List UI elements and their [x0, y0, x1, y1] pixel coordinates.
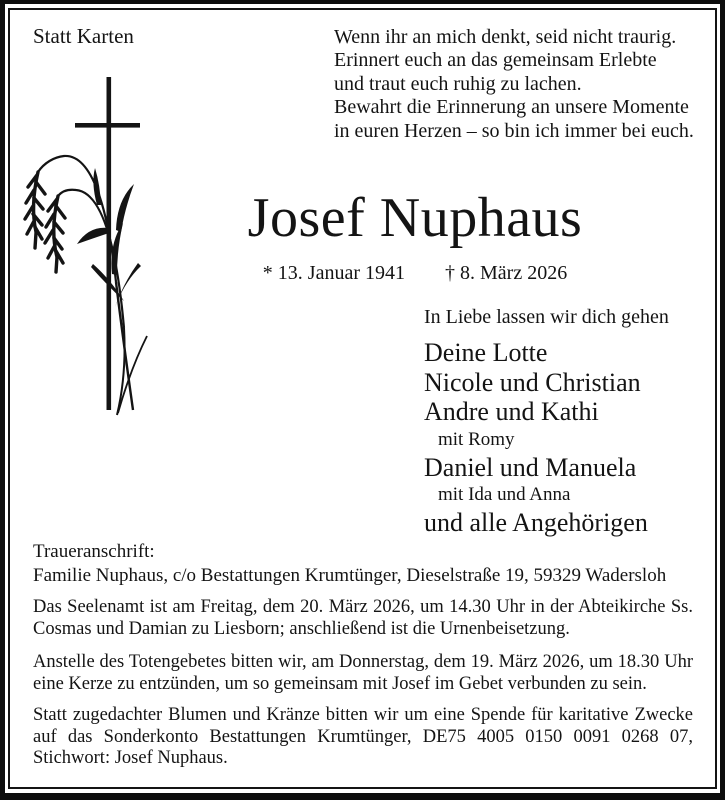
birth-date: * 13. Januar 1941 [262, 262, 405, 284]
cross-horizontal-beam [75, 123, 140, 128]
poem-line: Wenn ihr an mich denkt, seid nicht traurig. [334, 26, 677, 48]
wheat-head [25, 172, 45, 248]
wheat-head [45, 196, 65, 272]
memorial-poem [334, 26, 694, 143]
donation-paragraph: Statt zugedachter Blumen und Kränze bitten wir um eine Spende für karitative Zwecke auf das Sonderkonto Bestattungen Krumtünger, DE75 4005 0150 0091 0268 07, Stichwort: Josef Nuphaus. [33, 705, 693, 769]
farewell-line: In Liebe lassen wir dich gehen [424, 306, 669, 328]
mourner-line: mit Ida und Anna [438, 484, 571, 505]
mourner-line: Deine Lotte [424, 338, 548, 367]
poem-line: in euren Herzen – so bin ich immer bei euch. [334, 119, 694, 142]
mourning-address-heading: Traueranschrift: [33, 541, 155, 562]
deceased-name: Josef Nuphaus [247, 187, 583, 249]
candle-prayer-paragraph: Anstelle des Totengebetes bitten wir, am Donnerstag, dem 19. März 2026, um 18.30 Uhr eine Kerze zu entzünden, um so gemeinsam mit Josef im Gebet verbunden zu sein. [33, 652, 693, 694]
mourning-address-block [33, 540, 666, 587]
mourner-line: Nicole und Christian [424, 367, 641, 397]
mourning-address-line: Familie Nuphaus, c/o Bestattungen Krumtünger, Dieselstraße 19, 59329 Wadersloh [33, 564, 667, 586]
poem-line: Erinnert euch an das gemeinsam Erlebte [334, 49, 657, 72]
top-left-note: Statt Karten [33, 24, 134, 48]
mourner-line: Daniel und Manuela [424, 452, 637, 482]
poem-line: Bewahrt die Erinnerung an unsere Momente [334, 96, 689, 119]
death-date: † 8. März 2026 [445, 262, 568, 284]
mourners-block [424, 305, 669, 538]
mourner-line: Andre und Kathi [424, 397, 599, 426]
deceased-name-row [105, 187, 725, 249]
mourner-line: und alle Angehörigen [424, 508, 648, 537]
poem-line: und traut euch ruhig zu lachen. [334, 72, 582, 95]
mourner-line: mit Romy [438, 428, 515, 450]
life-dates [105, 261, 725, 285]
leaf-blade [93, 168, 101, 205]
funeral-service-paragraph: Das Seelenamt ist am Freitag, dem 20. März 2026, um 14.30 Uhr in der Abteikirche Ss. Cosmas und Damian zu Liesborn; anschließend ist die Urnenbeisetzung. [33, 597, 693, 639]
